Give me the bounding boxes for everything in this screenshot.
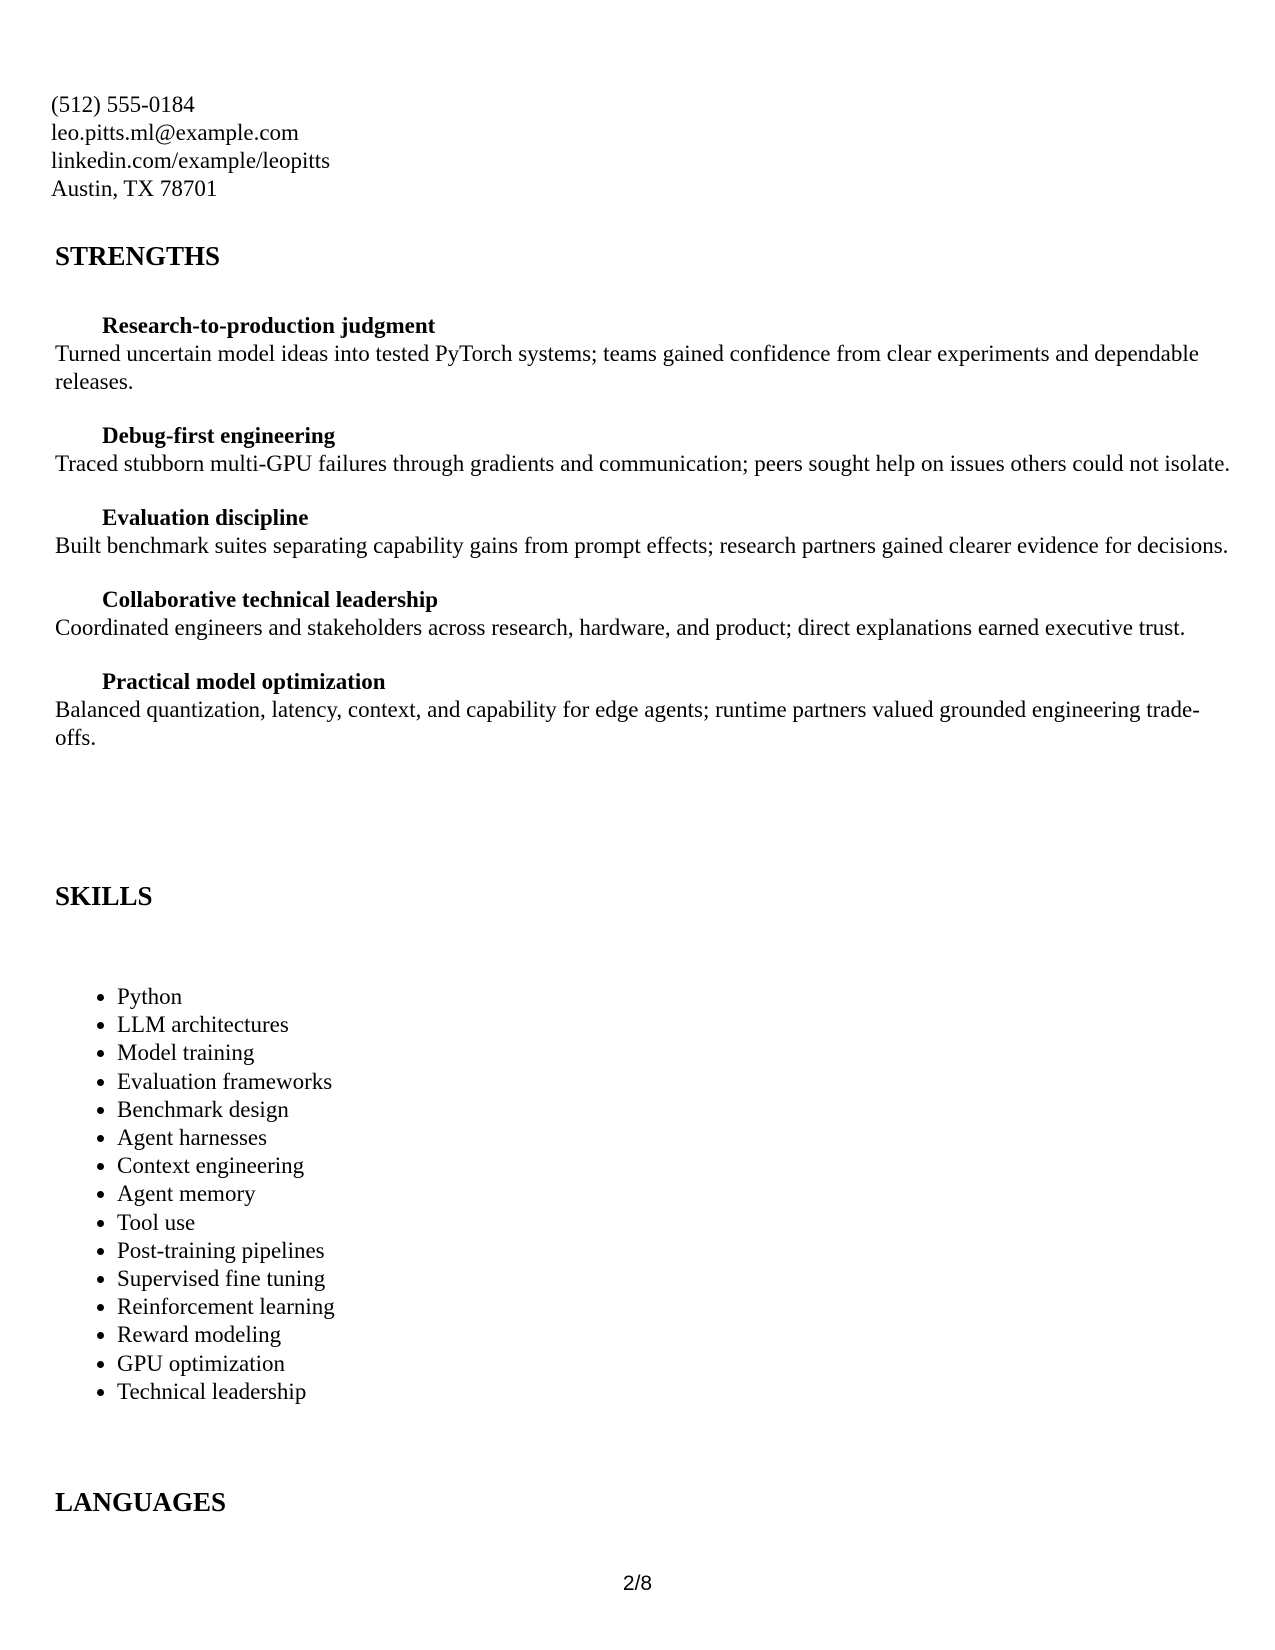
contact-location: Austin, TX 78701	[51, 176, 218, 201]
strength-item	[55, 586, 1235, 642]
skill-item: • Context engineering	[117, 1152, 335, 1180]
skill-item: • Agent memory	[117, 1180, 335, 1208]
strength-description: Turned uncertain model ideas into tested PyTorch systems; teams gained confidence from clear experiments and dependable releases.	[55, 341, 1199, 394]
contact-block	[51, 91, 330, 203]
contact-phone: (512) 555-0184	[51, 92, 195, 117]
strength-title: Evaluation discipline	[102, 505, 309, 530]
skill-item: • LLM architectures	[117, 1011, 335, 1039]
contact-email: leo.pitts.ml@example.com	[51, 120, 299, 145]
strength-item	[55, 668, 1235, 752]
strength-title: Debug-first engineering	[102, 423, 336, 448]
skill-item: • Model training	[117, 1039, 335, 1067]
skills-heading: SKILLS	[55, 881, 153, 911]
strength-title: Research-to-production judgment	[102, 313, 436, 338]
skill-item: • Post-training pipelines	[117, 1237, 335, 1265]
skill-item: • Tool use	[117, 1209, 335, 1237]
skill-item: • Reinforcement learning	[117, 1293, 335, 1321]
skill-item: • GPU optimization	[117, 1350, 335, 1378]
skill-item: • Technical leadership	[117, 1378, 335, 1406]
skills-list	[55, 983, 335, 1406]
strengths-heading: STRENGTHS	[55, 241, 221, 271]
languages-heading: LANGUAGES	[55, 1487, 227, 1517]
strength-description: Coordinated engineers and stakeholders across research, hardware, and product; direct explanations earned executive trust.	[55, 615, 1186, 640]
strength-title: Collaborative technical leadership	[102, 587, 439, 612]
strength-description: Traced stubborn multi-GPU failures through gradients and communication; peers sought help on issues others could not isolate.	[55, 451, 1231, 476]
strength-description: Balanced quantization, latency, context, and capability for edge agents; runtime partners valued grounded engineering trade-offs.	[55, 697, 1200, 750]
strengths-list	[55, 312, 1235, 778]
skill-item: • Benchmark design	[117, 1096, 335, 1124]
skill-item: • Reward modeling	[117, 1321, 335, 1349]
strength-item	[55, 312, 1235, 396]
strength-description: Built benchmark suites separating capability gains from prompt effects; research partners gained clearer evidence for decisions.	[55, 533, 1229, 558]
skill-item: • Agent harnesses	[117, 1124, 335, 1152]
skill-item: • Python	[117, 983, 335, 1011]
strength-item	[55, 504, 1235, 560]
skill-item: • Supervised fine tuning	[117, 1265, 335, 1293]
page-number: 2/8	[622, 1572, 653, 1595]
skill-item: • Evaluation frameworks	[117, 1068, 335, 1096]
strength-item	[55, 422, 1235, 478]
contact-linkedin: linkedin.com/example/leopitts	[51, 148, 331, 173]
strength-title: Practical model optimization	[102, 669, 386, 694]
